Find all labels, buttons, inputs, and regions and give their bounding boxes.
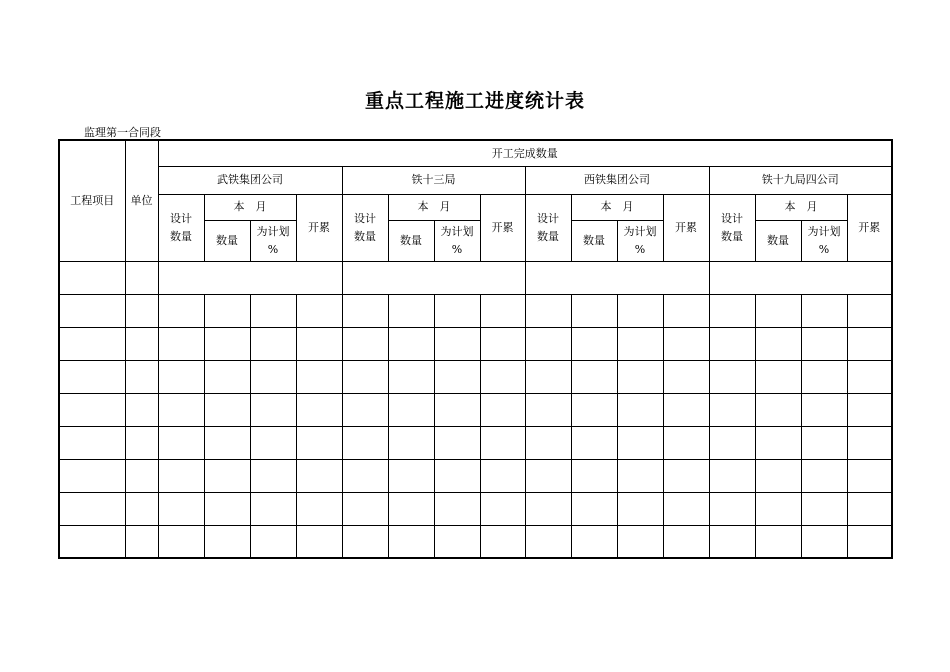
cell[interactable] [709, 360, 755, 393]
cell[interactable] [158, 327, 204, 360]
cell[interactable] [571, 459, 617, 492]
cell[interactable] [204, 525, 250, 558]
cell[interactable] [125, 294, 158, 327]
cell[interactable] [571, 294, 617, 327]
cell[interactable] [709, 492, 755, 525]
cell[interactable] [296, 327, 342, 360]
header-cumulative: 开累 [663, 194, 709, 261]
cell[interactable] [847, 492, 892, 525]
cell[interactable] [158, 261, 342, 294]
cell[interactable] [525, 393, 571, 426]
cell[interactable] [59, 360, 125, 393]
cell[interactable] [847, 459, 892, 492]
cell[interactable] [59, 261, 125, 294]
cell[interactable] [296, 426, 342, 459]
header-design-qty: 设计 数量 [158, 194, 204, 261]
header-plan-pct: 为计划 % [617, 220, 663, 261]
cell[interactable] [59, 459, 125, 492]
cell[interactable] [125, 492, 158, 525]
cell[interactable] [296, 492, 342, 525]
cell[interactable] [434, 492, 480, 525]
cell[interactable] [388, 294, 434, 327]
cell[interactable] [434, 393, 480, 426]
cell[interactable] [125, 393, 158, 426]
cell[interactable] [480, 393, 525, 426]
cell[interactable] [755, 360, 801, 393]
cell[interactable] [525, 525, 571, 558]
table-row [59, 492, 892, 525]
cell[interactable] [617, 393, 663, 426]
cell[interactable] [617, 360, 663, 393]
cell[interactable] [755, 294, 801, 327]
cell[interactable] [342, 327, 388, 360]
cell[interactable] [434, 294, 480, 327]
cell[interactable] [125, 360, 158, 393]
cell[interactable] [709, 459, 755, 492]
cell[interactable] [59, 426, 125, 459]
table-row [59, 294, 892, 327]
cell[interactable] [617, 492, 663, 525]
cell[interactable] [663, 459, 709, 492]
cell[interactable] [250, 459, 296, 492]
cell[interactable] [617, 459, 663, 492]
cell[interactable] [434, 360, 480, 393]
header-this-month: 本 月 [571, 194, 663, 220]
cell[interactable] [847, 426, 892, 459]
cell[interactable] [250, 327, 296, 360]
cell[interactable] [480, 327, 525, 360]
cell[interactable] [617, 327, 663, 360]
cell[interactable] [59, 294, 125, 327]
cell[interactable] [158, 492, 204, 525]
cell[interactable] [847, 327, 892, 360]
cell[interactable] [571, 426, 617, 459]
cell[interactable] [296, 294, 342, 327]
cell[interactable] [342, 525, 388, 558]
cell[interactable] [801, 426, 847, 459]
cell[interactable] [847, 294, 892, 327]
cell[interactable] [663, 327, 709, 360]
cell[interactable] [388, 492, 434, 525]
cell[interactable] [342, 294, 388, 327]
header-cumulative: 开累 [847, 194, 892, 261]
header-quantity: 数量 [388, 220, 434, 261]
cell[interactable] [388, 327, 434, 360]
header-company-4: 铁十九局四公司 [709, 166, 892, 194]
cell[interactable] [525, 426, 571, 459]
header-quantity: 数量 [571, 220, 617, 261]
cell[interactable] [296, 525, 342, 558]
cell[interactable] [525, 360, 571, 393]
cell[interactable] [755, 525, 801, 558]
cell[interactable] [755, 393, 801, 426]
cell[interactable] [250, 426, 296, 459]
contract-section-label: 监理第一合同段 [84, 126, 161, 139]
cell[interactable] [801, 525, 847, 558]
cell[interactable] [480, 426, 525, 459]
cell[interactable] [663, 525, 709, 558]
cell[interactable] [250, 525, 296, 558]
cell[interactable] [755, 327, 801, 360]
cell[interactable] [204, 360, 250, 393]
header-unit: 单位 [125, 140, 158, 261]
cell[interactable] [342, 261, 525, 294]
header-project-item: 工程项目 [59, 140, 125, 261]
cell[interactable] [663, 426, 709, 459]
cell[interactable] [480, 360, 525, 393]
header-cumulative: 开累 [296, 194, 342, 261]
cell[interactable] [755, 426, 801, 459]
cell[interactable] [801, 459, 847, 492]
cell[interactable] [204, 393, 250, 426]
cell[interactable] [525, 327, 571, 360]
cell[interactable] [59, 327, 125, 360]
cell[interactable] [158, 459, 204, 492]
cell[interactable] [388, 360, 434, 393]
cell[interactable] [525, 459, 571, 492]
cell[interactable] [125, 525, 158, 558]
cell[interactable] [125, 426, 158, 459]
cell[interactable] [434, 426, 480, 459]
cell[interactable] [59, 525, 125, 558]
cell[interactable] [571, 525, 617, 558]
page-title: 重点工程施工进度统计表 [364, 90, 585, 112]
header-quantity: 数量 [204, 220, 250, 261]
cell[interactable] [617, 426, 663, 459]
cell[interactable] [525, 492, 571, 525]
cell[interactable] [709, 327, 755, 360]
cell[interactable] [250, 294, 296, 327]
cell[interactable] [204, 459, 250, 492]
header-design-qty: 设计 数量 [525, 194, 571, 261]
cell[interactable] [480, 459, 525, 492]
header-company-2: 铁十三局 [342, 166, 525, 194]
cell[interactable] [571, 393, 617, 426]
cell[interactable] [709, 426, 755, 459]
cell[interactable] [342, 360, 388, 393]
cell[interactable] [296, 459, 342, 492]
cell[interactable] [571, 360, 617, 393]
cell[interactable] [158, 360, 204, 393]
header-plan-pct: 为计划 % [434, 220, 480, 261]
header-completion-group: 开工完成数量 [158, 140, 892, 166]
cell[interactable] [388, 459, 434, 492]
table-row [59, 393, 892, 426]
cell[interactable] [709, 525, 755, 558]
cell[interactable] [480, 294, 525, 327]
cell[interactable] [801, 393, 847, 426]
cell[interactable] [709, 261, 892, 294]
cell[interactable] [434, 459, 480, 492]
cell[interactable] [801, 360, 847, 393]
cell[interactable] [158, 525, 204, 558]
cell[interactable] [158, 393, 204, 426]
cell[interactable] [158, 426, 204, 459]
cell[interactable] [204, 294, 250, 327]
cell[interactable] [342, 492, 388, 525]
header-this-month: 本 月 [388, 194, 480, 220]
header-company-1: 武铁集团公司 [158, 166, 342, 194]
table-row [59, 426, 892, 459]
cell[interactable] [525, 294, 571, 327]
cell[interactable] [204, 492, 250, 525]
header-design-qty: 设计 数量 [342, 194, 388, 261]
cell[interactable] [388, 525, 434, 558]
cell[interactable] [204, 426, 250, 459]
cell[interactable] [571, 327, 617, 360]
cell[interactable] [434, 525, 480, 558]
header-this-month: 本 月 [755, 194, 847, 220]
cell[interactable] [755, 492, 801, 525]
cell[interactable] [125, 327, 158, 360]
cell[interactable] [801, 492, 847, 525]
table-row [59, 525, 892, 558]
cell[interactable] [250, 360, 296, 393]
cell[interactable] [342, 426, 388, 459]
cell[interactable] [663, 294, 709, 327]
cell[interactable] [296, 393, 342, 426]
cell[interactable] [342, 393, 388, 426]
cell[interactable] [525, 261, 709, 294]
cell[interactable] [755, 459, 801, 492]
table-row [59, 327, 892, 360]
table-row [59, 261, 892, 294]
cell[interactable] [388, 393, 434, 426]
header-company-3: 西铁集团公司 [525, 166, 709, 194]
header-plan-pct: 为计划 % [801, 220, 847, 261]
cell[interactable] [158, 294, 204, 327]
header-this-month: 本 月 [204, 194, 296, 220]
header-design-qty: 设计 数量 [709, 194, 755, 261]
cell[interactable] [801, 327, 847, 360]
cell[interactable] [709, 393, 755, 426]
cell[interactable] [342, 459, 388, 492]
cell[interactable] [59, 492, 125, 525]
cell[interactable] [847, 393, 892, 426]
header-cumulative: 开累 [480, 194, 525, 261]
cell[interactable] [847, 525, 892, 558]
cell[interactable] [663, 492, 709, 525]
cell[interactable] [480, 492, 525, 525]
cell[interactable] [480, 525, 525, 558]
cell[interactable] [204, 327, 250, 360]
table-row [59, 459, 892, 492]
cell[interactable] [250, 492, 296, 525]
cell[interactable] [125, 261, 158, 294]
cell[interactable] [663, 393, 709, 426]
cell[interactable] [617, 525, 663, 558]
cell[interactable] [434, 327, 480, 360]
cell[interactable] [250, 393, 296, 426]
cell[interactable] [388, 426, 434, 459]
table-row [59, 360, 892, 393]
cell[interactable] [847, 360, 892, 393]
cell[interactable] [59, 393, 125, 426]
cell[interactable] [709, 294, 755, 327]
cell[interactable] [125, 459, 158, 492]
cell[interactable] [571, 492, 617, 525]
header-plan-pct: 为计划 % [250, 220, 296, 261]
cell[interactable] [801, 294, 847, 327]
cell[interactable] [617, 294, 663, 327]
cell[interactable] [296, 360, 342, 393]
cell[interactable] [663, 360, 709, 393]
header-quantity: 数量 [755, 220, 801, 261]
progress-table [58, 139, 893, 559]
